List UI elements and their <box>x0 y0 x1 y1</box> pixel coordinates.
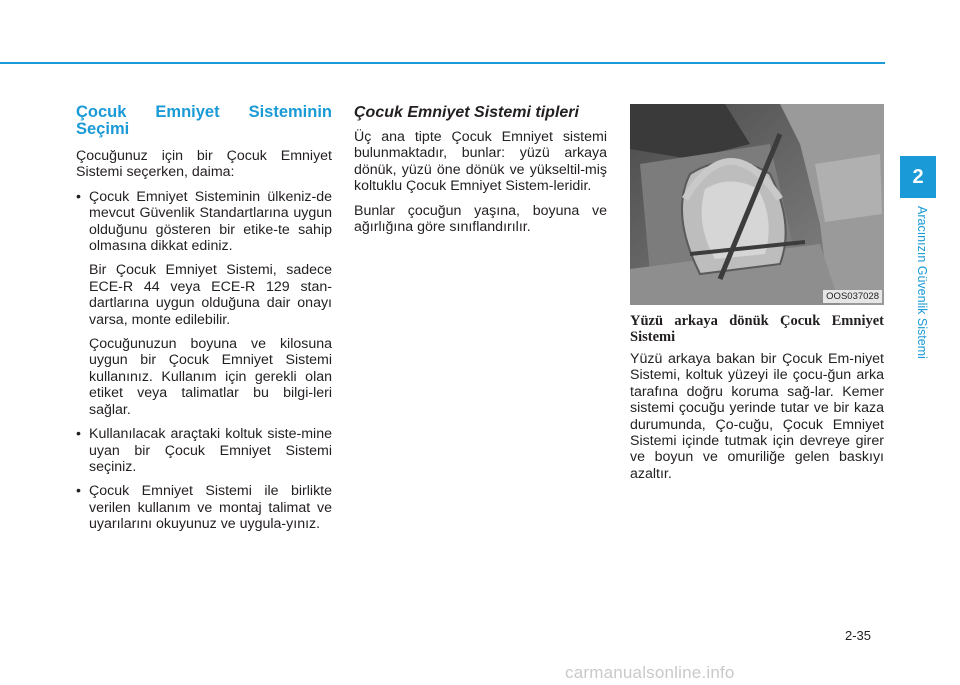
bullet-item <box>76 483 332 532</box>
rear-facing-heading: Yüzü arkaya dönük Çocuk Emniyet Sistemi <box>630 313 884 345</box>
bullet-item <box>76 189 332 255</box>
bullet-icon: • <box>76 188 81 205</box>
bullet-icon: • <box>76 483 81 500</box>
bullet-continuation: Çocuğunuzun boyuna ve kilosuna uygun bir Çocuk Emniyet Sistemi kullanınız. Kullanım için gerekli olan etiket veya talimatlar bu bilgi-leri sağlar. <box>89 336 332 418</box>
intro-paragraph: Çocuğunuz için bir Çocuk Emniyet Sistemi seçerken, daima: <box>76 148 332 181</box>
chapter-tab: 2 <box>900 156 936 198</box>
bullet-continuation: Bir Çocuk Emniyet Sistemi, sadece ECE-R 44 veya ECE-R 129 stan-dartlarına uygun olduğuna dair onayı varsa, monte edilebilir. <box>89 262 332 328</box>
bullet-item <box>76 426 332 475</box>
watermark: carmanualsonline.info <box>565 663 735 682</box>
middle-column <box>354 104 607 243</box>
left-column <box>76 104 332 541</box>
rear-facing-paragraph: Yüzü arkaya bakan bir Çocuk Em-niyet Sistemi, koltuk yüzeyi ile çocu-ğun arka tarafına doğru koruma sağ-lar. Kemer sistemi çocuğu yerinde tutar ve bir kaza durumunda, Ço-cuğu, Çocuk Emniyet Sistemi içinde tutmak için devreye girer ve boyun ve omuriliğe gelen baskıyı azaltır. <box>630 351 884 482</box>
chapter-side-title-text: Aracınızın Güvenlik Sistemi <box>915 206 929 359</box>
top-rule <box>0 62 885 64</box>
car-interior-graphic <box>630 104 884 305</box>
page-number: 2-35 <box>845 628 872 643</box>
bullet-icon: • <box>76 426 81 443</box>
figure-code: OOS037028 <box>823 290 882 303</box>
bullet-text: Kullanılacak araçtaki koltuk siste-mine uyan bir Çocuk Emniyet Sistemi seçiniz. <box>89 426 332 475</box>
types-paragraph: Üç ana tipte Çocuk Emniyet sistemi bulunmaktadır, bunlar: yüzü arkaya dönük, yüzü öne dönük ve yükseltil-miş koltuklu Çocuk Emniyet Sistem-leridir. <box>354 129 607 195</box>
bullet-text: Çocuk Emniyet Sisteminin ülkeniz-de mevcut Güvenlik Standartlarına uygun olduğunu gösteren bir etike-te sahip olmasına dikkat ediniz. <box>89 188 332 255</box>
right-column <box>630 104 884 490</box>
subsection-heading: Çocuk Emniyet Sistemi tipleri <box>354 104 579 121</box>
bullet-text: Çocuk Emniyet Sistemi ile birlikte verilen kullanım ve montaj talimat ve uyarılarını okuyunuz ve uygula-yınız. <box>89 483 332 533</box>
rear-facing-seat-illustration <box>630 104 884 305</box>
classification-paragraph: Bunlar çocuğun yaşına, boyuna ve ağırlığına göre sınıflandırılır. <box>354 202 607 236</box>
section-heading: Çocuk Emniyet Sisteminin Seçimi <box>76 103 332 138</box>
